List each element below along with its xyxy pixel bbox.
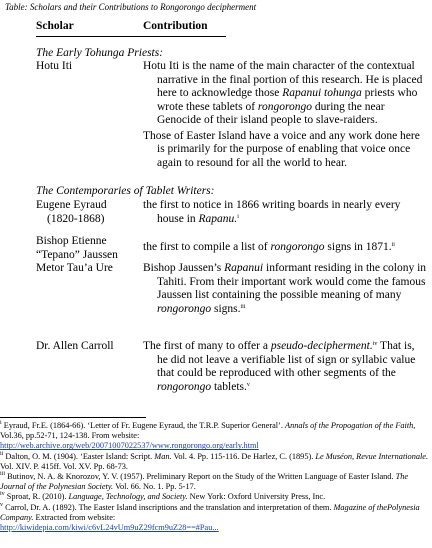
footnote-separator (0, 417, 146, 418)
italic-text: Language, Technology, and Society. (68, 492, 188, 502)
footnote-link[interactable]: http://kiwidepia.com/kiwi/c6vL24vUm9uZ29fcm9uZ28==#Pau... (0, 523, 219, 533)
scholar-dates: (1820-1868) (47, 212, 105, 225)
contribution-text (143, 262, 427, 316)
scholar-name (36, 199, 107, 226)
footnote-entry: $^{iv}$ Sproat, R. (2010). Language, Technology, and Society. New York: Oxford University Press, Inc. (0, 491, 326, 502)
italic-text: Rapanui tohunga (282, 87, 362, 99)
endnote-marker: iii (0, 471, 6, 478)
scholar-name: Hotu Iti (36, 60, 73, 72)
contribution-text (143, 340, 427, 394)
section-title-contemporaries: The Contemporaries of Tablet Writers: (36, 185, 215, 197)
contribution-paragraph: The first of many to offer a pseudo-decipherment.$^{iv}$ That is, he did not leave a verifiable list of sign or syllabic value that could be reproduced with other segments of the rongorongo tablets.$^v$ (143, 340, 416, 393)
italic-text: rongorongo (257, 100, 313, 113)
column-header-contribution: Contribution (143, 20, 208, 32)
italic-text: The Journal of the Polynesian Society. (0, 472, 409, 492)
endnote-marker: ii (0, 450, 4, 457)
contribution-paragraph: the first to notice in 1866 writing boards in nearly every house in Rapanu.$^i$ (143, 199, 401, 225)
footnote-entry: $^{ii}$ Dalton, O. M. (1904). ‘Easter Island: Script. Man. Vol. 4. Pp. 115-116. De Harlez, C. (1895). Le Muséon, Revue Internationale. Vol. XIV. P. 415ff. Vol. XV. Pp. 68-73. (0, 450, 429, 471)
endnote-marker: v (246, 381, 250, 388)
endnote-marker: ii (391, 242, 395, 248)
footnote-entry: $^v$ Carrol, Dr. A. (1892). The Easter Island inscriptions and the translation and interpretation of them. Magazine of thePolynesia Company. Extracted from website: (0, 501, 420, 522)
contribution-text (143, 60, 427, 170)
endnote-marker: i (237, 213, 239, 220)
contribution-text (143, 241, 427, 255)
endnote-marker: iv (0, 491, 5, 498)
scholar-name-line: Eugene Eyraud (36, 199, 107, 211)
italic-text: Le Muséon, Revue Internationale. (315, 451, 429, 461)
footnote-entry (0, 441, 432, 451)
contribution-text (143, 199, 427, 226)
contribution-paragraph: Bishop Jaussen’s Rapanui informant residing in the colony in Tahiti. From their important work would come the famous Jaussen list containing the possible meaning of many rongorongo signs.$^{iii}$ (143, 262, 427, 315)
column-header-scholar: Scholar (36, 20, 74, 32)
contribution-paragraph: Hotu Iti is the name of the main character of the contextual narrative in the final portion of this research. He is placed here to acknowledge those Rapanui tohunga priests who wrote these tablets of rongorongo during the near Genocide of their island people to slave-raiders. (143, 60, 423, 126)
endnote-marker: iii (240, 303, 246, 310)
scholar-name (36, 235, 118, 262)
italic-text: Annals of the Propogation of the Faith, (285, 421, 416, 430)
scholar-name-line: “Tepano” Jaussen (36, 248, 118, 261)
endnote-marker: i (0, 420, 2, 426)
scholar-name: Metor Tau’a Ure (36, 262, 113, 274)
footnote-entry: $^{iii}$ Butinov, N. A. & Knorozov, Y. V. (1957). Preliminary Report on the Study of the Written Language of Easter Island. The Journal of the Polynesian Society. Vol. 66. No. 1. Pp. 5-17. (0, 471, 409, 492)
footnote-link[interactable]: http://web.archive.org/web/20071007022537/www.rongorongo.org/early.html (0, 441, 259, 451)
scholar-name: Dr. Allen Carroll (36, 340, 114, 352)
scholar-name-line: Bishop Etienne (36, 235, 107, 247)
italic-text: Rapanu. (198, 212, 238, 225)
italic-text: Man. (154, 451, 172, 461)
section-title-early-tohunga: The Early Tohunga Priests: (36, 47, 164, 59)
endnote-marker: iv (372, 341, 378, 347)
endnote-marker: v (0, 501, 3, 508)
contribution-paragraph: the first to compile a list of rongorongo signs in 1871.$^{ii}$ (143, 241, 395, 253)
contribution-paragraph: Those of Easter Island have a voice and any work done here is primarily for the purpose of enabling that voice once again to resound for all the world to hear. (143, 129, 420, 169)
footnote-entry: $^i$ Eyraud, Fr.E. (1864-66). ‘Letter of Fr. Eugene Eyraud, the T.R.P. Superior General’. Annals of the Propogation of the Faith, Vol.36, pp.52-71, 124-138. From website: (0, 420, 416, 441)
italic-text: pseudo-decipherment. (270, 340, 373, 352)
italic-text: Rapanui (224, 262, 264, 274)
footnote-entry (0, 523, 432, 533)
header-underline (36, 36, 226, 37)
footnotes (0, 421, 432, 533)
italic-text: rongorongo (270, 241, 325, 253)
italic-text: Magazine of thePolynesia Company. (0, 502, 420, 522)
table-caption: Table: Scholars and their Contributions to Rongorongo decipherment (5, 2, 257, 12)
italic-text: rongorongo (157, 302, 212, 315)
italic-text: rongorongo (157, 380, 212, 393)
